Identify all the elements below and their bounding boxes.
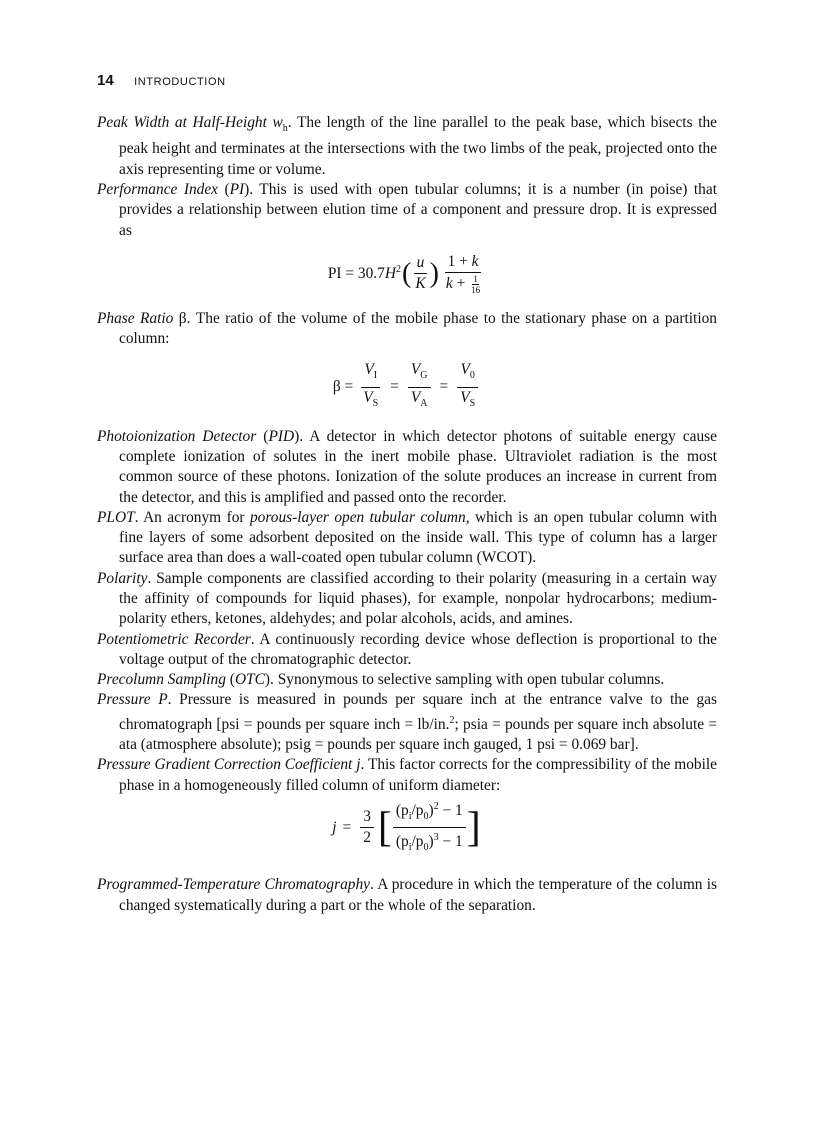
symbol: P <box>158 691 168 709</box>
abbreviation: OTC <box>234 671 265 689</box>
glossary-body <box>97 113 717 916</box>
definition: . Synonymous to selective sampling with open tubular columns. <box>270 671 665 689</box>
entry-plot: PLOT. An acronym for porous-layer open tubular column, which is an open tubular column with fine layers of some adsorbent deposited on the inside wall. This type of column has a larger surface area than does a wall-coated open tubular column (WCOT). <box>97 508 717 567</box>
equals-sign: = <box>342 818 352 836</box>
definition: . This factor corrects for the compressibility of the mobile phase in a homogeneously filled column of uniform diameter: <box>119 756 717 794</box>
fraction-k <box>443 253 483 295</box>
fraction-one-sixteenth: $\frac{1}{16}$ <box>471 273 481 295</box>
symbol: β <box>178 309 187 327</box>
term: Peak Width at Half-Height <box>97 114 267 131</box>
term: Pressure Gradient Correction Coefficient <box>97 756 353 774</box>
entry-phase-ratio <box>97 309 717 350</box>
eq-u: u <box>416 254 425 272</box>
fraction-pressure-ratio: $\frac{(p_i/p_0)^2 - 1}{(p_i/p_0)^3 - 1}$ <box>393 798 466 857</box>
term: Phase Ratio <box>97 309 174 327</box>
definition: . This is used with open tubular columns; it is a number (in poise) that provides a relationship between elution time of a component and pressure drop. It is expressed as <box>119 180 717 239</box>
term: Precolumn Sampling <box>97 671 226 689</box>
symbol-subscript: h <box>282 123 288 135</box>
symbol: j <box>356 756 361 774</box>
entry-pressure: Pressure P. Pressure is measured in pounds per square inch at the entrance valve to the gas chromatograph [psi = pounds per square inch = lb/in.$^2$; psia = pounds per square inch absolute = ata (atmosphere absolute); psig = pounds per square inch gauged, 1 psi = 0.069 bar]. <box>97 691 717 754</box>
eq-num-prefix: 1 + <box>447 252 472 270</box>
term: Pressure <box>97 691 151 709</box>
fraction-u-over-k <box>412 254 428 293</box>
running-title: INTRODUCTION <box>134 76 226 88</box>
page-header <box>97 72 226 90</box>
left-paren: ( <box>401 257 412 289</box>
eq-lhs: β = <box>332 377 354 395</box>
right-paren: ) <box>429 257 439 289</box>
term: Performance Index <box>97 180 218 198</box>
fraction-vi-over-vs: $\frac{V_I}{V_S}$ <box>363 361 379 409</box>
fraction-vg-over-va: $\frac{V_G}{V_A}$ <box>408 361 431 412</box>
eq-lhs: PI = 30.7 <box>327 264 385 282</box>
left-bracket: [ <box>377 804 392 851</box>
eq-j: j <box>332 818 337 836</box>
abbreviation: PI <box>229 180 245 198</box>
definition: , which is an open tubular column with fine layers of some adsorbent deposited on the inside wall. This type of column has a larger surface area than does a wall-coated open tubular column (WCOT). <box>119 508 717 567</box>
fraction-v0-over-vs: $\frac{V_0}{V_S}$ <box>457 361 478 412</box>
definition: . A procedure in which the temperature of the column is changed systematically during a part or the whole of the separation. <box>119 876 717 914</box>
term: Potentiometric Recorder <box>97 630 251 648</box>
right-bracket: ] <box>466 804 481 851</box>
definition: ; psia = pounds per square inch absolute = ata (atmosphere absolute); psig = pounds per square inch gauged, 1 psi = 0.069 bar]. <box>119 715 717 754</box>
term: Programmed-Temperature Chromatography <box>97 876 370 894</box>
abbreviation: PID <box>268 427 295 445</box>
fraction-three-halves: $\frac{3}{2}$ <box>360 808 374 847</box>
expansion: porous-layer open tubular column <box>249 508 466 526</box>
entry-polarity <box>97 569 717 630</box>
definition: . The ratio of the volume of the mobile phase to the stationary phase on a partition column: <box>119 309 717 348</box>
eq-den-plus: + <box>452 274 470 292</box>
term: Photoionization Detector <box>97 427 257 445</box>
eq-num-k: k <box>471 252 479 270</box>
entry-performance-index: Performance Index (PI). This is used with open tubular columns; it is a number (in poise) that provides a relationship between elution time of a component and pressure drop. It is expressed as <box>97 180 717 239</box>
equals-sign: = <box>390 377 399 395</box>
term: PLOT <box>97 508 135 526</box>
equals-sign: = <box>439 377 449 395</box>
equation-phase-ratio <box>97 361 717 412</box>
page-number: 14 <box>97 72 114 89</box>
entry-precolumn-sampling: Precolumn Sampling (OTC). Synonymous to selective sampling with open tubular columns. <box>97 671 665 689</box>
entry-potentiometric-recorder <box>97 630 717 671</box>
definition: . The length of the line parallel to the peak base, which bisects the peak height and terminates at the intersections with the two limbs of the peak, projected onto the axis representing time or volume. <box>119 114 717 178</box>
entry-pressure-gradient <box>97 755 717 796</box>
entry-photoionization-detector: Photoionization Detector (PID). A detector in which detector photons of suitable energy cause complete ionization of solutes in the inert mobile phase. Ultraviolet radiation is the most common source of these photons. Ionization of the solute produces an increase in current from the detector, and this is amplified and passed onto the recorder. <box>97 427 717 506</box>
term: Polarity <box>97 569 148 587</box>
definition: . A continuously recording device whose deflection is proportional to the voltage output of the chromatographic detector. <box>119 630 717 668</box>
eq-h: H <box>384 264 396 282</box>
symbol: w <box>272 114 283 131</box>
definition: . Sample components are classified according to their polarity (measuring in a certain way the affinity of compounds for liquid phases), for example, nonpolar hydrocarbons; medium-polarity ethers, ketones, aldehydes; and polar alcohols, acids, and amines. <box>119 569 717 628</box>
entry-programmed-temperature <box>97 875 717 916</box>
equation-j <box>97 798 717 857</box>
eq-h-exp: 2 <box>395 263 401 275</box>
eq-den-k: k <box>445 274 453 292</box>
equation-performance-index <box>97 253 717 295</box>
entry-peak-width <box>97 113 717 180</box>
eq-K: K <box>415 275 426 293</box>
definition: . A detector in which detector photons of suitable energy cause complete ionization of solutes in the inert mobile phase. Ultraviolet radiation is the most common source of these photons. Ionization of the solute produces an increase in current from the detector, and this is amplified and passed onto the recorder. <box>119 427 717 506</box>
